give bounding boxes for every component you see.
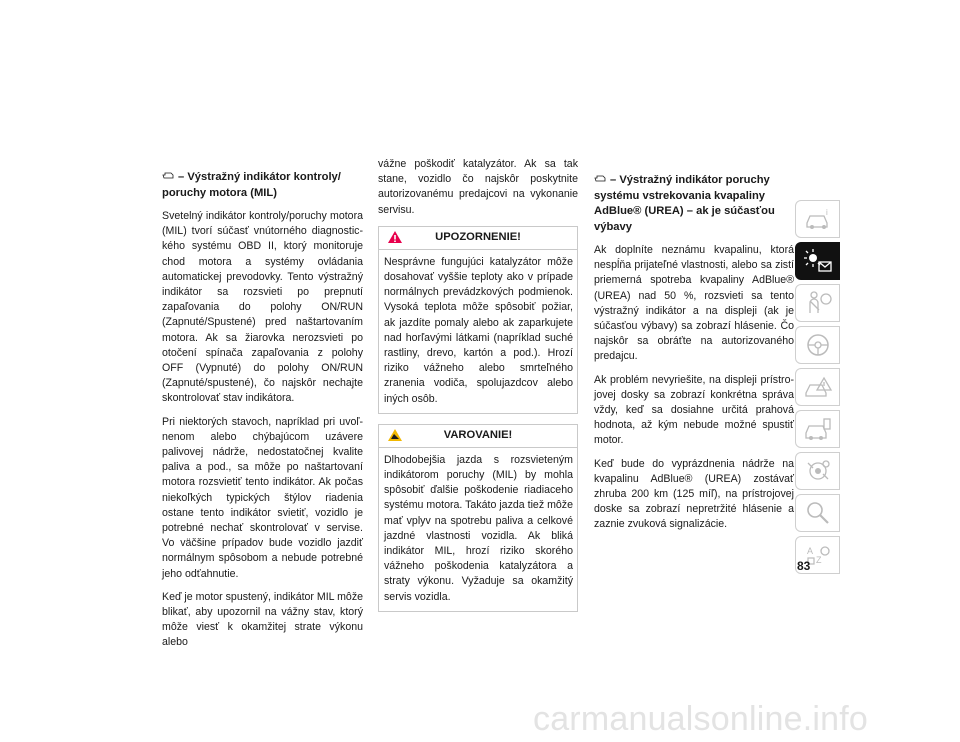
varovanie-header (379, 425, 577, 448)
tab-car-service[interactable] (795, 410, 840, 448)
tab-warning-lights[interactable] (795, 242, 840, 280)
tab-maintenance[interactable] (795, 452, 840, 490)
adblue-heading-text: – Výstražný indikátor poruchy systému vstrekovania kvapaliny AdBlue® (UREA) – ak je súčasťou výbavy (594, 174, 775, 233)
watermark: carmanualsonline.info (533, 700, 868, 738)
danger-triangle-icon (387, 230, 403, 244)
middle-column (378, 157, 578, 622)
upozornenie-box (378, 226, 578, 414)
mil-heading-text: – Výstražný indikátor kontroly/ poruchy motora (MIL) (162, 171, 341, 199)
tab-emergency[interactable] (795, 368, 840, 406)
mil-heading (162, 170, 363, 201)
svg-text:i: i (825, 208, 828, 217)
continuation-paragraph: vážne poškodiť katalyzátor. Ak sa tak stane, vozidlo čo najskôr poskytnite autorizovanému predajcovi na vykonanie servisu. (378, 158, 578, 216)
varovanie-text: Dlhodobejšia jazda s rozsvieteným indikátorom poruchy (MIL) by mohla spôsobiť ďalšie poškodenie riadiaceho systému motora. Takáto jazda tiež môže mať vplyv na spotrebu paliva a celkové jazdné vlastnosti vozidla. Ak bliká indikátor MIL, hrozí riziko skorého vážneho poškodenia katalyzátora a straty výkonu. Vyžaduje sa okamžitý servis vozidla. (384, 453, 573, 603)
caution-triangle-icon (387, 428, 403, 442)
page-number: 83 (797, 559, 811, 573)
adblue-heading (594, 173, 794, 235)
engine-outline-icon (162, 171, 174, 179)
adblue-paragraph-1: Ak doplníte neznámu kvapalinu, ktorá nespĺňa prijateľné vlastnosti, alebo sa zistí priemerná spotreba kvapaliny AdBlue® (UREA) nad 50 %, rozsvieti sa tento výstražný indikátor a na displeji (ak je súčasťou výbavy) sa zobrazí hlásenie. Čo najskôr sa obráťte na autorizovaného predajcu. (594, 244, 794, 363)
tab-seatbelt-airbag[interactable] (795, 284, 840, 322)
varovanie-box (378, 424, 578, 612)
car-info-icon (802, 205, 834, 233)
varovanie-title: VAROVANIE! (443, 429, 513, 442)
warning-lights-icon (802, 247, 834, 275)
chapter-tabs (795, 200, 840, 578)
upozornenie-header (379, 227, 577, 250)
magnifier-icon (802, 499, 834, 527)
mil-paragraph-2: Pri niektorých stavoch, napríklad pri uvoľnenom alebo chýbajúcom uzávere palivovej nádrže, nedostatočnej kvalite paliva a pod., sa môže po naštartovaní motora rozsvietiť tento indikátor. Ak počas niekoľkých typických štýlov riadenia ostane tento indikátor svietiť, vozidlo je potrebné nechať skontrolovať v servise. Vo väčšine prípadov bude vozidlo jazdiť normálnym spôsobom a nebude potrebné jeho odťahnutie. (162, 415, 363, 580)
tab-search[interactable] (795, 494, 840, 532)
right-column (594, 173, 794, 541)
svg-text:Z: Z (815, 555, 821, 565)
adblue-paragraph-3: Keď bude do vyprázdnenia nádrže na kvapalinu AdBlue® (UREA) zostávať zhruba 200 km (125 míľ), na prístrojovej doske sa zobrazí nepretržité hlásenie a zaznie zvuková signalizácie. (594, 457, 794, 531)
svg-text:A: A (806, 546, 813, 556)
tab-steering-wheel[interactable] (795, 326, 840, 364)
car-service-icon (802, 415, 834, 443)
emergency-triangle-icon (802, 373, 834, 401)
adblue-paragraph-2: Ak problém nevyriešite, na displeji prístrojovej dosky sa zobrazí konkrétna správa vždy, keď sa dosiahne určitá prahová hodnota, až kým nebude možné spustiť motor. (594, 373, 794, 447)
mil-paragraph-1: Svetelný indikátor kontroly/poruchy motora (MIL) tvorí súčasť vnútorného diagnostického systému OBD II, ktorý monitoruje chod motora a systémy ovládania automatickej prevodovky. Tento výstražný indikátor sa rozsvieti po prepnutí zapaľovania do polohy ON/RUN (Zapnuté/Spustené) pred naštartovaním motora. Ak sa žiarovka nerozsvieti po otočení spínača zapaľovania z polohy OFF (Vypnuté) do polohy ON/RUN (Zapnuté/spustené), čo najskôr nechajte skontrolovať stav indikátora. (162, 210, 363, 405)
upozornenie-title: UPOZORNENIE! (435, 231, 521, 244)
steering-wheel-icon (802, 331, 834, 359)
seatbelt-airbag-icon (802, 289, 834, 317)
maintenance-icon (802, 457, 834, 485)
left-column (162, 170, 363, 659)
mil-paragraph-3: Keď je motor spustený, indikátor MIL môže blikať, aby upozornil na vážny stav, ktorý môže viesť k okamžitej strate výkonu alebo (162, 590, 364, 649)
upozornenie-text: Nesprávne fungujúci katalyzátor môže dosahovať vyššie teploty ako v prípade normálnych prevádzkových podmienok. Vysoká teplota môže spôsobiť požiar, ak jazdíte pomaly alebo ak zaparkujete nad horľavými látkami (napríklad suché rastliny, drevo, kartón a pod.). Hrozí riziko vážneho alebo smrteľného zranenia vodiča, spolujazdcov alebo iných osôb. (384, 255, 573, 405)
adblue-outline-icon (594, 174, 606, 182)
upozornenie-body (379, 250, 577, 413)
varovanie-body (379, 448, 577, 611)
tab-car-info[interactable] (795, 200, 840, 238)
